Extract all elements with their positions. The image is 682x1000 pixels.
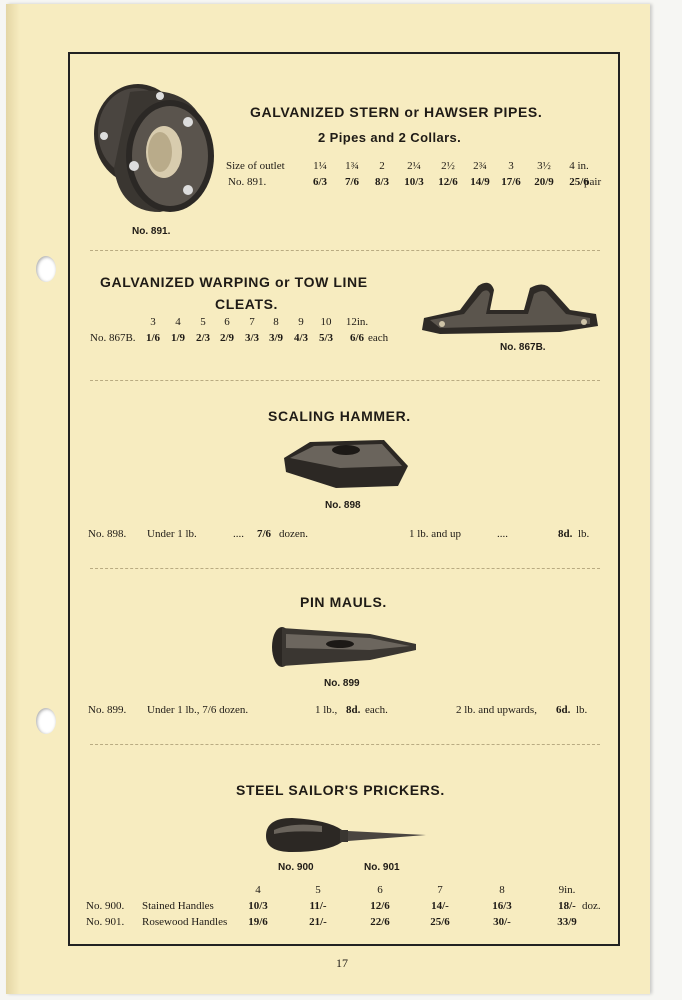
cleat-size-cell: 7 bbox=[249, 316, 255, 328]
hammer-over-price: 8d. bbox=[558, 528, 573, 540]
stern-pipe-title: GALVANIZED STERN or HAWSER PIPES. bbox=[250, 104, 543, 120]
stern-price-cell: 6/3 bbox=[312, 176, 328, 188]
pricker-title: STEEL SAILOR'S PRICKERS. bbox=[236, 782, 445, 798]
maul-caption: No. 899 bbox=[324, 678, 360, 689]
stern-size-cell: 2 bbox=[379, 160, 385, 172]
cleat-price-cell: 6/6 bbox=[349, 332, 365, 344]
stern-price-unit: pair bbox=[584, 176, 602, 188]
scaling-hammer-illustration bbox=[280, 436, 412, 492]
stern-price-cell: 25/6 bbox=[569, 176, 589, 188]
page-number: 17 bbox=[336, 956, 348, 970]
stern-price-cell: 8/3 bbox=[374, 176, 390, 188]
cleat-price-cell: 1/6 bbox=[145, 332, 161, 344]
hammer-over-unit: lb. bbox=[578, 528, 590, 540]
hammer-over-text: 1 lb. and up bbox=[409, 528, 461, 540]
cleat-caption: No. 867B. bbox=[500, 342, 546, 353]
pricker-size-cell: 5 bbox=[315, 884, 321, 896]
hammer-caption: No. 898 bbox=[325, 500, 361, 511]
pricker-price-cell: 30/- bbox=[493, 916, 511, 928]
section-divider bbox=[90, 568, 600, 569]
stern-size-cell: 3½ bbox=[537, 160, 551, 172]
cleat-size-cell: 8 bbox=[273, 316, 279, 328]
pricker-price-cell: 22/6 bbox=[370, 916, 390, 928]
stern-price-cell: 10/3 bbox=[404, 176, 424, 188]
stern-price-cell: 7/6 bbox=[344, 176, 360, 188]
maul-part2-text: 1 lb., bbox=[315, 704, 338, 716]
pricker-price-cell: 33/9 bbox=[557, 916, 577, 928]
hammer-under-text: Under 1 lb. bbox=[147, 528, 197, 540]
pricker-size-cell: 7 bbox=[437, 884, 443, 896]
pricker-caption-900: No. 900 bbox=[278, 862, 314, 873]
pricker-price-cell: 25/6 bbox=[430, 916, 450, 928]
cleat-price-cell: 5/3 bbox=[318, 332, 334, 344]
cleat-size-cell: 4 bbox=[175, 316, 181, 328]
cleat-price-cell: 3/9 bbox=[268, 332, 284, 344]
pricker-row-desc: Stained Handles bbox=[142, 900, 214, 912]
hammer-line-label: No. 898. bbox=[88, 528, 127, 540]
stern-pipe-caption: No. 891. bbox=[132, 226, 171, 237]
stern-price-cell: 20/9 bbox=[534, 176, 554, 188]
cleat-price-unit: each bbox=[368, 332, 389, 344]
pricker-price-cell: 18/- bbox=[558, 900, 576, 912]
cleat-price-cell: 2/3 bbox=[195, 332, 211, 344]
leader-dots: .... bbox=[497, 528, 508, 540]
section-divider bbox=[90, 250, 600, 251]
pricker-illustration bbox=[262, 814, 428, 856]
cleat-size-cell: 5 bbox=[200, 316, 206, 328]
maul-part2-unit: each. bbox=[365, 704, 388, 716]
maul-part3-unit: lb. bbox=[576, 704, 588, 716]
stern-size-cell: 3 bbox=[508, 160, 514, 172]
maul-part2-price: 8d. bbox=[346, 704, 361, 716]
pricker-price-cell: 16/3 bbox=[492, 900, 512, 912]
stern-size-cell: 1¾ bbox=[345, 160, 359, 172]
stern-size-cell: 1¼ bbox=[313, 160, 327, 172]
hammer-under-unit: dozen. bbox=[279, 528, 309, 540]
pricker-caption-901: No. 901 bbox=[364, 862, 400, 873]
cleat-size-cell: 3 bbox=[150, 316, 156, 328]
cleat-title-line2: CLEATS. bbox=[215, 296, 279, 312]
pricker-price-cell: 19/6 bbox=[248, 916, 268, 928]
binder-hole-top bbox=[36, 256, 56, 282]
pricker-price-cell: 10/3 bbox=[248, 900, 268, 912]
pricker-row-desc: Rosewood Handles bbox=[142, 916, 228, 928]
hammer-title: SCALING HAMMER. bbox=[268, 408, 411, 424]
section-divider bbox=[90, 380, 600, 381]
stern-price-cell: 12/6 bbox=[438, 176, 458, 188]
pricker-row-no: No. 900. bbox=[86, 900, 125, 912]
pricker-size-cell: 6 bbox=[377, 884, 383, 896]
pricker-size-cell: 8 bbox=[499, 884, 505, 896]
pricker-price-cell: 21/- bbox=[309, 916, 327, 928]
maul-part3-price: 6d. bbox=[556, 704, 571, 716]
stern-size-cell: 4 in. bbox=[569, 160, 589, 172]
cleat-price-cell: 2/9 bbox=[219, 332, 235, 344]
page-binding-edge bbox=[6, 4, 20, 994]
binder-hole-bottom bbox=[36, 708, 56, 734]
stern-size-cell: 2¾ bbox=[473, 160, 487, 172]
cleat-price-cell: 4/3 bbox=[293, 332, 309, 344]
cleat-row-label: No. 867B. bbox=[90, 332, 136, 344]
stern-row-label: No. 891. bbox=[228, 176, 267, 188]
pricker-row-no: No. 901. bbox=[86, 916, 125, 928]
cleat-illustration bbox=[420, 280, 602, 340]
pricker-price-cell: 11/- bbox=[309, 900, 327, 912]
hammer-under-price: 7/6 bbox=[257, 528, 272, 540]
cleat-title-line1: GALVANIZED WARPING or TOW LINE bbox=[100, 274, 368, 290]
pricker-price-cell: 14/- bbox=[431, 900, 449, 912]
cleat-price-cell: 3/3 bbox=[244, 332, 260, 344]
pricker-price-unit: doz. bbox=[582, 900, 601, 912]
pricker-size-cell: 9in. bbox=[558, 884, 576, 896]
cleat-size-cell: 9 bbox=[298, 316, 304, 328]
pricker-price-cell: 12/6 bbox=[370, 900, 390, 912]
leader-dots: .... bbox=[233, 528, 244, 540]
maul-part1: Under 1 lb., 7/6 dozen. bbox=[147, 704, 249, 716]
maul-title: PIN MAULS. bbox=[300, 594, 387, 610]
stern-size-cell: 2½ bbox=[441, 160, 455, 172]
stern-pipe-subtitle: 2 Pipes and 2 Collars. bbox=[318, 130, 462, 145]
section-divider bbox=[90, 744, 600, 745]
pricker-size-cell: 4 bbox=[255, 884, 261, 896]
cleat-size-cell: 10 bbox=[320, 316, 332, 328]
cleat-price-cell: 1/9 bbox=[170, 332, 186, 344]
cleat-size-cell: 6 bbox=[224, 316, 230, 328]
stern-price-cell: 14/9 bbox=[470, 176, 490, 188]
maul-part3-text: 2 lb. and upwards, bbox=[456, 704, 537, 716]
pin-maul-illustration bbox=[270, 624, 420, 670]
stern-size-cell: 2¼ bbox=[407, 160, 421, 172]
maul-line-label: No. 899. bbox=[88, 704, 127, 716]
stern-size-label: Size of outlet bbox=[226, 160, 285, 172]
stern-price-cell: 17/6 bbox=[501, 176, 521, 188]
cleat-size-cell: 12in. bbox=[345, 316, 369, 328]
stern-pipe-illustration bbox=[90, 72, 220, 222]
